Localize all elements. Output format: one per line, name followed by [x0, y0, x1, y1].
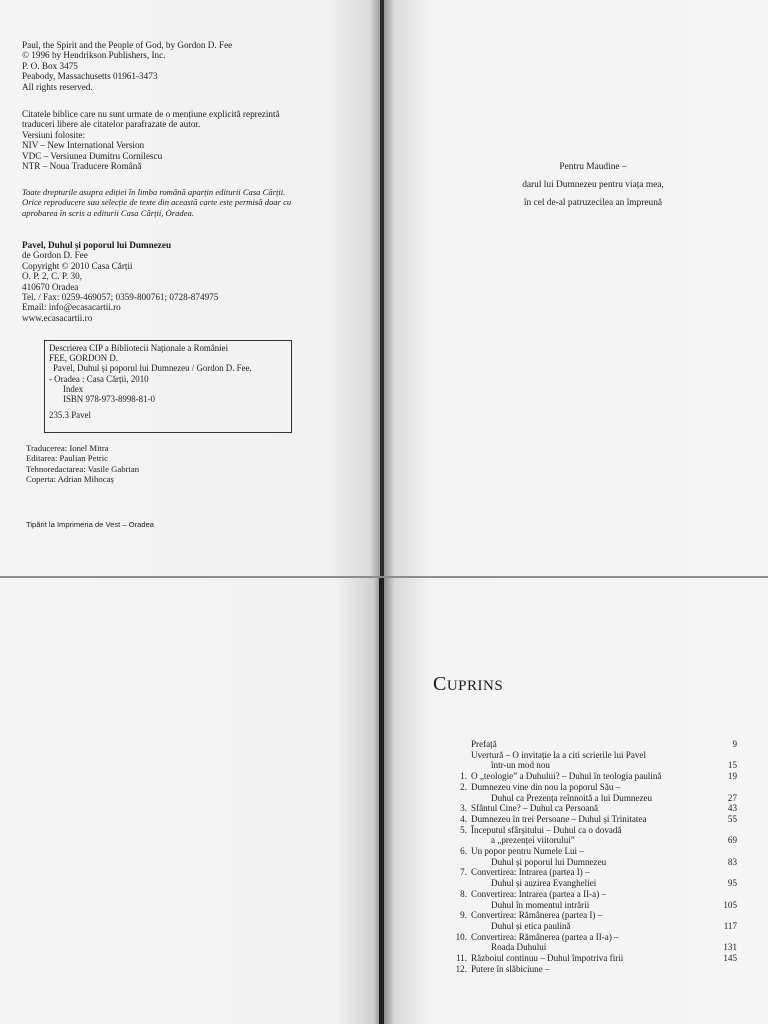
- toc-entry-page: 69: [727, 835, 737, 846]
- toc-entry-page: [709, 889, 737, 900]
- toc-entry-number: 7.: [460, 867, 467, 878]
- toc-entry: [441, 878, 737, 889]
- toc-entry: [441, 964, 737, 975]
- toc-entry-page: 117: [723, 920, 737, 931]
- toc-entry-number: [441, 878, 471, 889]
- toc-entry-page: [709, 867, 737, 878]
- toc-entry-number: [441, 835, 471, 846]
- toc-entry: [441, 910, 737, 921]
- toc-entry: [441, 771, 737, 782]
- toc-entry-page: 15: [727, 760, 737, 771]
- toc-entry-page: 43: [727, 803, 737, 814]
- blank-verso-page: [0, 578, 381, 1024]
- dedication-page: [383, 0, 768, 576]
- toc-entry-title: Sfântul Cine? – Duhul ca Persoană: [471, 803, 599, 814]
- toc-entry-number: 9.: [460, 910, 467, 921]
- toc-entry-page: 27: [727, 792, 737, 803]
- toc-entry-title: Duhul și auzirea Evangheliei: [491, 878, 597, 889]
- toc-entry-title: Dumnezeu în trei Persoane – Duhul și Trinitatea: [471, 813, 647, 824]
- contents-list: [441, 739, 737, 974]
- toc-entry-page: 105: [723, 899, 737, 910]
- toc-entry-title: Războiul continuu – Duhul împotriva firii: [471, 953, 624, 964]
- toc-entry: [441, 814, 737, 825]
- toc-entry-page: 19: [727, 771, 737, 782]
- toc-entry-number: 2.: [460, 781, 467, 792]
- toc-entry-title: Duhul și poporul lui Dumnezeu: [491, 856, 607, 867]
- toc-entry-page: 131: [723, 942, 737, 953]
- toc-entry-number: [441, 942, 471, 953]
- cip-record-box: Descrierea CIP a Bibliotecii Naționale a României FEE, GORDON D. Pavel, Duhul și poporul lui Dumnezeu / Gordon D. Fee. - Oradea : Casa Cărții, 2010 Index ISBN 978-973-8998-81-0 235.3 Pavel: [44, 340, 292, 433]
- toc-entry-number: [441, 921, 471, 932]
- toc-entry-title: Duhul în momentul intrării: [491, 899, 590, 910]
- original-publication-block: Paul, the Spirit and the People of God, by Gordon D. Fee © 1996 by Hendrikson Publishers, Inc. P. O. Box 3475 Peabody, Massachusetts 01961-3473 All rights reserved.: [22, 40, 233, 92]
- toc-entry: [441, 760, 737, 771]
- toc-entry-title: Convertirea: Intrarea (partea I) –: [471, 867, 590, 878]
- toc-entry-number: [441, 857, 471, 868]
- toc-entry-number: [441, 793, 471, 804]
- toc-entry-page: 55: [727, 813, 737, 824]
- bible-versions-block: Citatele biblice care nu sunt urmate de o mențiune explicită reprezintă traduceri libere ale citatelor parafrazate de autor. Versiuni folosite: NIV – New International Version VDC – Versiunea Dumitru Cornilescu NTR – Noua Traducere Română: [22, 109, 280, 172]
- toc-entry-title: Dumnezeu vine din nou la poporul Său –: [471, 781, 621, 792]
- toc-entry: [441, 953, 737, 964]
- toc-entry: [441, 857, 737, 868]
- toc-entry-title: O „teologie” a Duhului? – Duhul în teologia paulină: [471, 771, 662, 782]
- toc-entry-page: [709, 750, 737, 761]
- credits-block: Traducerea: Ionel Mitra Editarea: Paulian Petric Tehnoredactarea: Vasile Gabrian Coperta: Adrian Mihocaș: [26, 443, 140, 485]
- toc-entry-title: într-un mod nou: [491, 760, 550, 771]
- toc-entry-title: Duhul ca Prezența reînnoită a lui Dumnezeu: [491, 792, 653, 803]
- toc-entry: [441, 793, 737, 804]
- toc-entry-page: 95: [727, 878, 737, 889]
- toc-entry-number: [441, 750, 471, 761]
- toc-entry-title: Duhul și etica paulină: [491, 920, 571, 931]
- toc-entry-page: [709, 846, 737, 857]
- toc-entry-title: Putere în slăbiciune –: [471, 963, 550, 974]
- toc-entry-number: 12.: [455, 963, 467, 974]
- dedication: Pentru Maudine – darul lui Dumnezeu pentru viața mea, în cel de-al patruzecilea an împreună: [522, 162, 664, 208]
- toc-entry: [441, 921, 737, 932]
- toc-entry: [441, 932, 737, 943]
- toc-entry-page: 9: [732, 739, 737, 749]
- copyright-page: [0, 0, 381, 576]
- contents-page: [383, 578, 768, 1024]
- toc-entry-page: [709, 782, 737, 793]
- book-spine-bottom: [379, 578, 384, 1024]
- toc-entry: [441, 835, 737, 846]
- toc-entry-number: 4.: [460, 813, 467, 824]
- toc-entry-page: 145: [723, 953, 737, 964]
- bleed-through-shadow: [383, 225, 393, 285]
- toc-entry: [441, 942, 737, 953]
- toc-entry-page: [709, 964, 737, 975]
- toc-entry-title: Roada Duhului: [491, 942, 547, 953]
- toc-entry: [441, 803, 737, 814]
- toc-entry: [441, 889, 737, 900]
- rights-notice: Toate drepturile asupra ediției în limba română aparțin editurii Casa Cărții. Orice reproducere sau selecție de texte din această carte este permisă doar cu aprobarea în scris a editurii Casa Cărții, Oradea.: [22, 187, 292, 218]
- toc-entry: [441, 846, 737, 857]
- toc-entry-number: 8.: [460, 888, 467, 899]
- toc-entry-number: 5.: [460, 824, 467, 835]
- toc-entry-title: Începutul sfârșitului – Duhul ca o dovadă: [471, 824, 622, 835]
- toc-entry-number: 1.: [460, 771, 467, 782]
- toc-entry: [441, 782, 737, 793]
- toc-entry-number: 3.: [460, 803, 467, 814]
- contents-title: CUPRINS: [433, 673, 504, 695]
- toc-entry-title: Uvertură – O invitație la a citi scrierile lui Pavel: [471, 749, 646, 760]
- toc-entry-title: a „prezenței viitorului”: [491, 835, 575, 846]
- printer-line: Tipărit la Imprimeria de Vest – Oradea: [26, 520, 155, 529]
- toc-entry-page: 83: [727, 856, 737, 867]
- toc-entry: [441, 739, 737, 750]
- toc-entry-page: [709, 932, 737, 943]
- toc-entry-title: Prefață: [471, 739, 497, 749]
- toc-entry-number: 6.: [460, 846, 467, 857]
- toc-entry-title: Convertirea: Rămânerea (partea a II-a) –: [471, 931, 619, 942]
- toc-entry-number: 11.: [455, 953, 467, 964]
- toc-entry-page: [709, 825, 737, 836]
- book-spine-top: [380, 0, 384, 576]
- toc-entry-number: [441, 739, 471, 750]
- toc-entry: [441, 750, 737, 761]
- toc-entry-title: Convertirea: Intrarea (partea a II-a) –: [471, 888, 607, 899]
- toc-entry-page: [709, 910, 737, 921]
- toc-entry-number: [441, 900, 471, 911]
- romanian-edition-block: Pavel, Duhul și poporul lui Dumnezeu de Gordon D. Fee Copyright © 2010 Casa Cărții O. P. 2, C. P. 30, 410670 Oradea Tel. / Fax: 0259-469057; 0359-800761; 0728-874975 Email: info@ecasacartii.ro www.ecasacartii.ro: [22, 240, 219, 323]
- toc-entry-title: Un popor pentru Numele Lui –: [471, 846, 584, 857]
- edition-title: Pavel, Duhul și poporul lui Dumnezeu: [22, 240, 172, 250]
- toc-entry: [441, 825, 737, 836]
- toc-entry-title: Convertirea: Rămânerea (partea I) –: [471, 910, 603, 921]
- toc-entry: [441, 900, 737, 911]
- toc-entry-number: 10.: [455, 931, 467, 942]
- toc-entry: [441, 867, 737, 878]
- toc-entry-number: [441, 760, 471, 771]
